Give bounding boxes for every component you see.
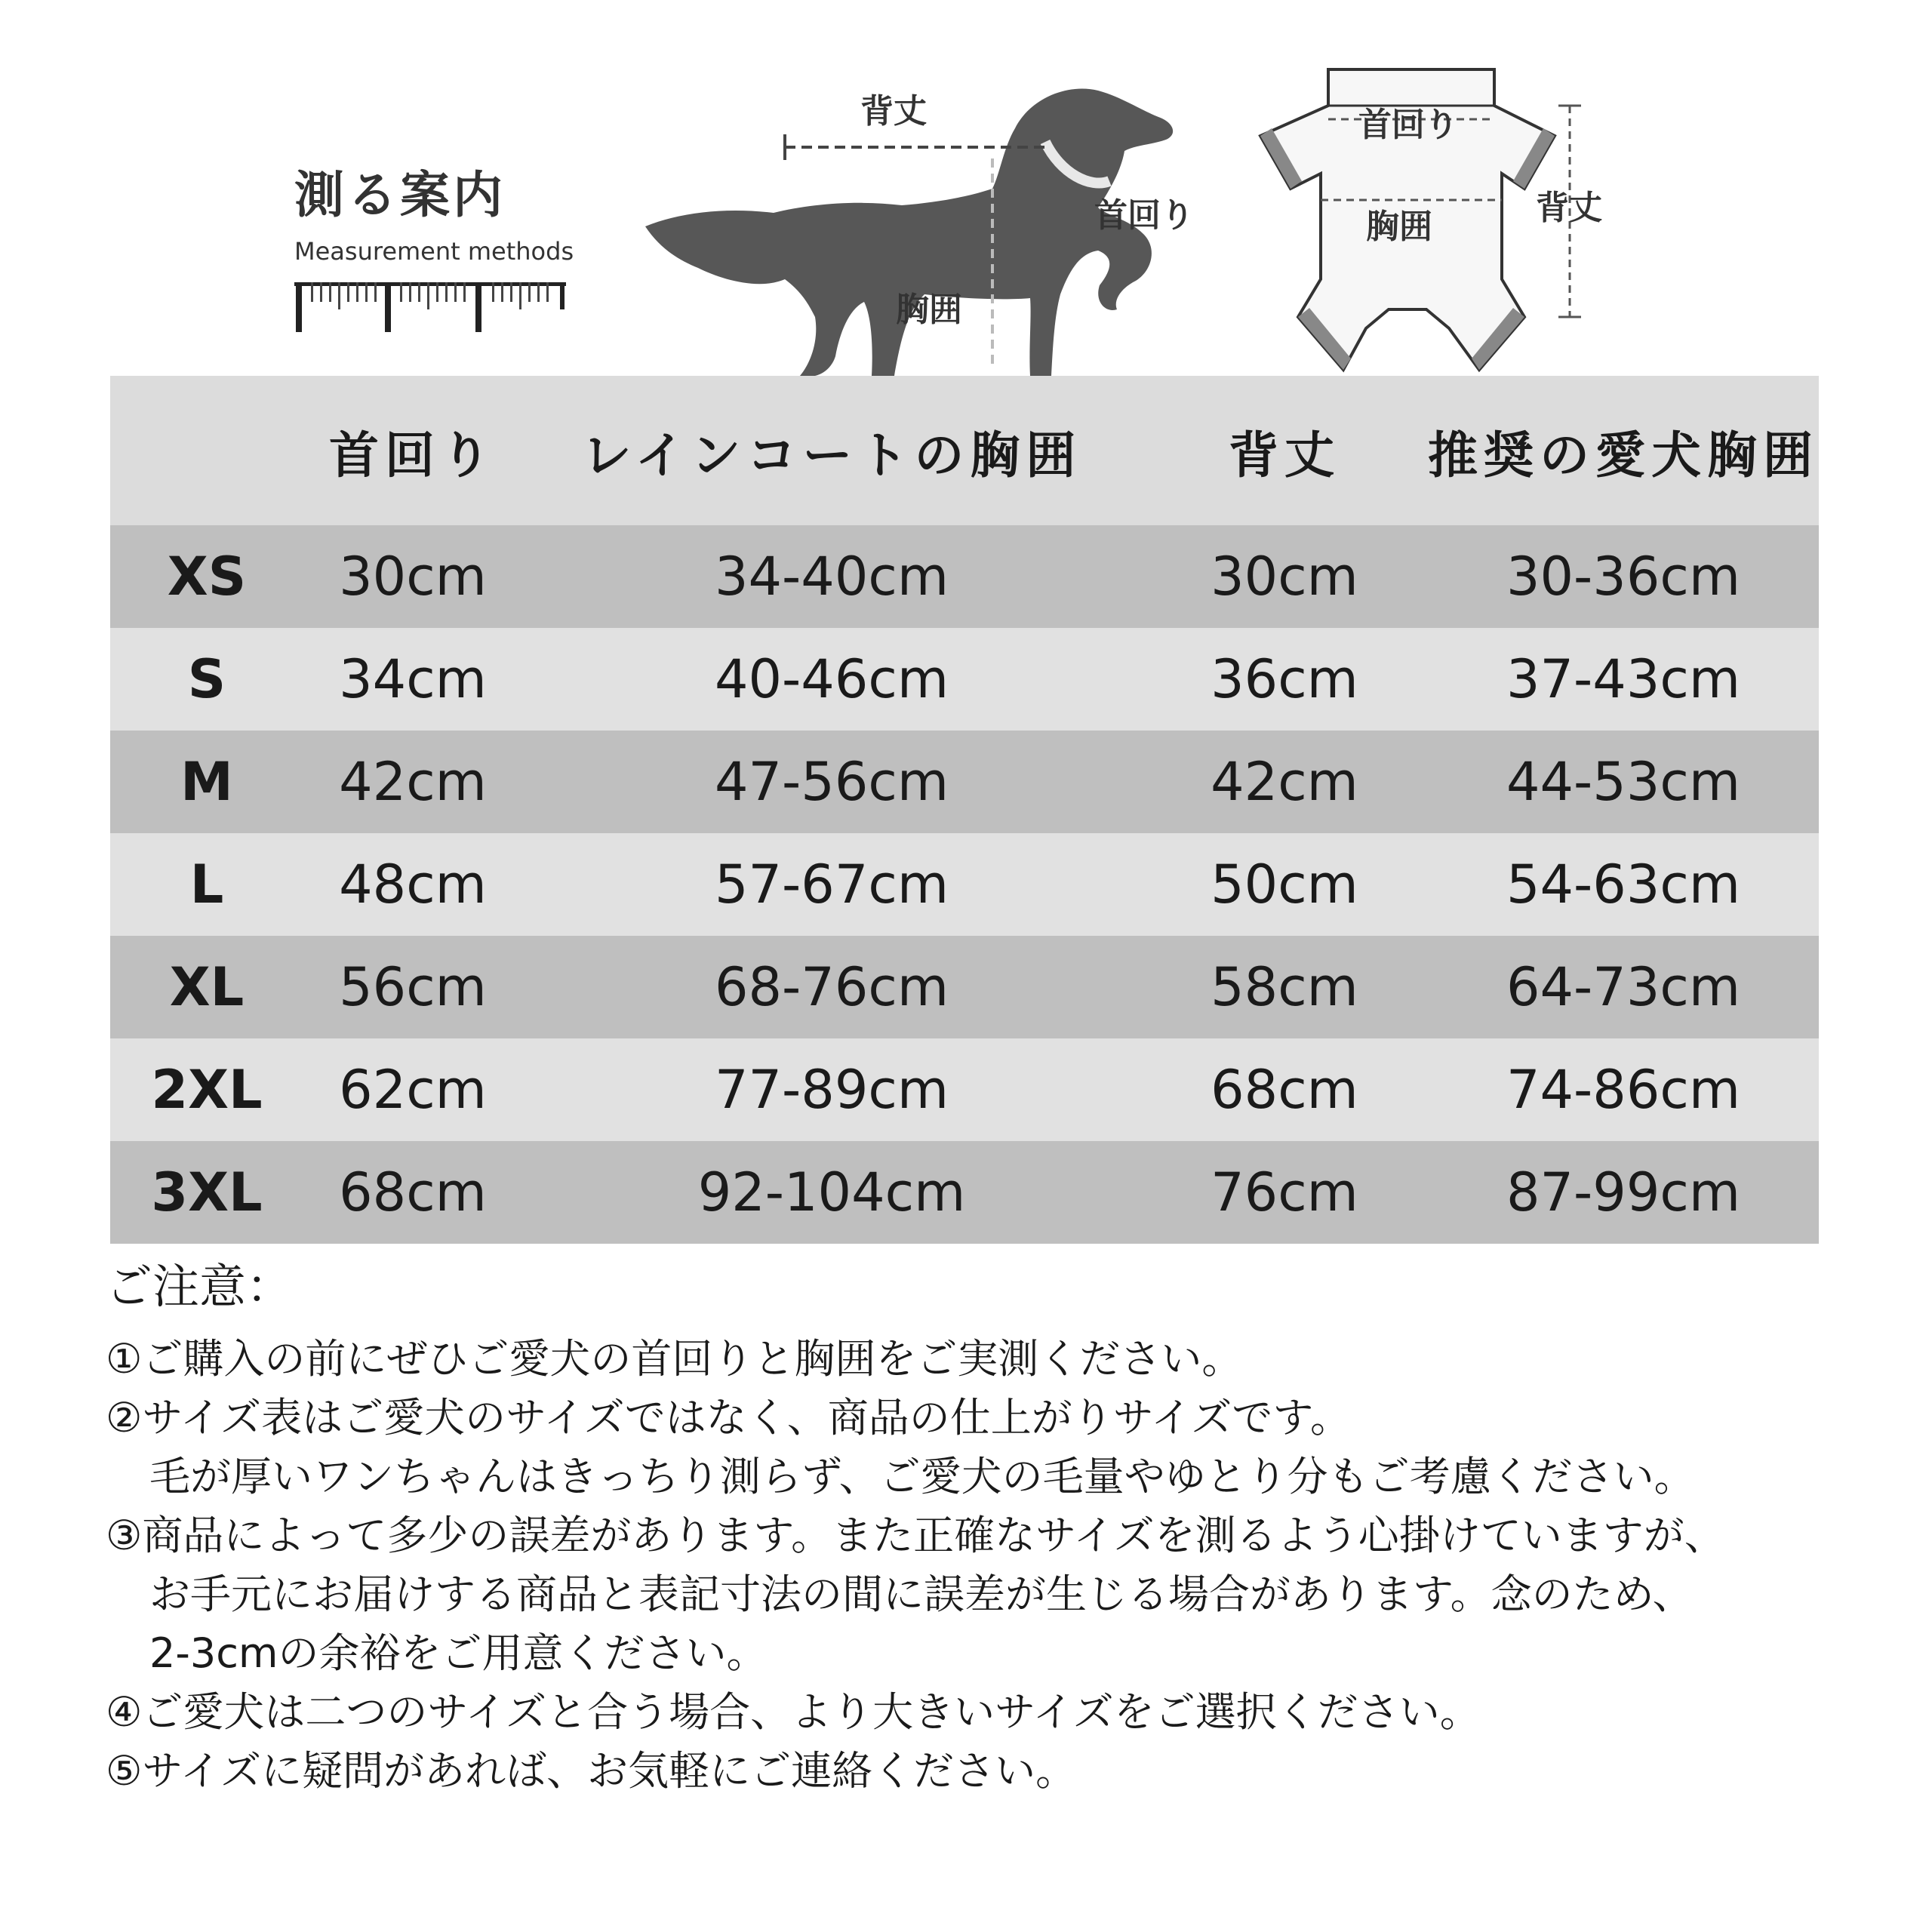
- coat-chest-cell: 57-67cm: [714, 854, 949, 915]
- back-length-cell: 36cm: [1211, 648, 1358, 710]
- back-length-cell: 30cm: [1211, 546, 1358, 608]
- recommended-chest-cell: 44-53cm: [1506, 751, 1741, 813]
- table-row: [110, 1038, 1819, 1141]
- coat-chest-label: 胸囲: [1366, 208, 1432, 246]
- neck-cell: 34cm: [339, 648, 487, 710]
- neck-cell: 48cm: [339, 854, 487, 915]
- recommended-chest-cell: 37-43cm: [1506, 648, 1741, 710]
- neck-cell: 68cm: [339, 1161, 487, 1223]
- table-row: [110, 731, 1819, 833]
- recommended-chest-cell: 74-86cm: [1506, 1059, 1741, 1121]
- size-cell: 2XL: [151, 1059, 263, 1121]
- note-line-3: ③商品によって多少の誤差があります。また正確なサイズを測るよう心掛けていますが、: [106, 1512, 1725, 1559]
- note-line-3-cont2: 2-3cmの余裕をご用意ください。: [149, 1629, 768, 1677]
- size-cell: L: [189, 854, 224, 915]
- neck-cell: 62cm: [339, 1059, 487, 1121]
- header-recommended-chest: 推奨の愛犬胸囲: [1428, 425, 1819, 485]
- dog-chest-label: 胸囲: [896, 291, 962, 329]
- recommended-chest-cell: 64-73cm: [1506, 956, 1741, 1018]
- back-length-cell: 42cm: [1211, 751, 1358, 813]
- note-line-4: ④ご愛犬は二つのサイズと合う場合、より大きいサイズをご選択ください。: [106, 1688, 1481, 1736]
- note-line-2: ②サイズ表はご愛犬のサイズではなく、商品の仕上がりサイズです。: [106, 1394, 1352, 1441]
- coat-chest-cell: 34-40cm: [714, 546, 949, 608]
- table-row: [110, 525, 1819, 628]
- back-length-cell: 50cm: [1211, 854, 1358, 915]
- size-cell: M: [180, 751, 233, 813]
- neck-cell: 56cm: [339, 956, 487, 1018]
- table-header-row: [110, 376, 1819, 525]
- guide-subtitle: Measurement methods: [294, 237, 574, 266]
- recommended-chest-cell: 87-99cm: [1506, 1161, 1741, 1223]
- size-cell: S: [187, 648, 226, 710]
- recommended-chest-cell: 54-63cm: [1506, 854, 1741, 915]
- table-row: [110, 1141, 1819, 1244]
- notes-title: ご注意：: [106, 1259, 294, 1314]
- size-cell: 3XL: [151, 1161, 263, 1223]
- header-coat-chest: レインコートの胸囲: [581, 425, 1082, 485]
- table-row: [110, 936, 1819, 1038]
- coat-back-length-label: 背丈: [1536, 189, 1602, 227]
- dog-neck-label: 首回り: [1094, 196, 1194, 235]
- neck-cell: 42cm: [339, 751, 487, 813]
- size-cell: XL: [169, 956, 245, 1018]
- table-row: [110, 833, 1819, 936]
- header-back-length: 背丈: [1229, 425, 1340, 485]
- coat-chest-cell: 77-89cm: [714, 1059, 949, 1121]
- coat-neck-label: 首回り: [1358, 106, 1458, 144]
- measurement-guide: [294, 155, 574, 337]
- coat-chest-cell: 40-46cm: [714, 648, 949, 710]
- guide-title: 測る案内: [294, 166, 506, 224]
- note-line-1: ①ご購入の前にぜひご愛犬の首回りと胸囲をご実測ください。: [106, 1335, 1243, 1383]
- coat-chest-cell: 68-76cm: [714, 956, 949, 1018]
- dog-silhouette-diagram: [638, 75, 1204, 377]
- note-line-5: ⑤サイズに疑問があれば、お気軽にご連絡ください。: [106, 1747, 1077, 1795]
- size-chart-table: [110, 376, 1819, 1244]
- dog-back-length-label: 背丈: [860, 92, 927, 131]
- header-neck: 首回り: [329, 425, 497, 485]
- notes-section: [106, 1249, 1917, 1801]
- raincoat-diagram: [1238, 68, 1645, 377]
- back-length-cell: 58cm: [1211, 956, 1358, 1018]
- note-line-2-cont: 毛が厚いワンちゃんはきっちり測らず、ご愛犬の毛量やゆとり分もご考慮ください。: [149, 1453, 1695, 1500]
- back-length-cell: 76cm: [1211, 1161, 1358, 1223]
- note-line-3-cont: お手元にお届けする商品と表記寸法の間に誤差が生じる場合があります。念のため、: [149, 1571, 1694, 1618]
- neck-cell: 30cm: [339, 546, 487, 608]
- coat-chest-cell: 47-56cm: [714, 751, 949, 813]
- ruler-icon: [294, 281, 566, 334]
- header-size: [110, 376, 303, 525]
- table-row: [110, 628, 1819, 731]
- size-cell: XS: [167, 546, 247, 608]
- coat-chest-cell: 92-104cm: [697, 1161, 966, 1223]
- back-length-cell: 68cm: [1211, 1059, 1358, 1121]
- recommended-chest-cell: 30-36cm: [1506, 546, 1741, 608]
